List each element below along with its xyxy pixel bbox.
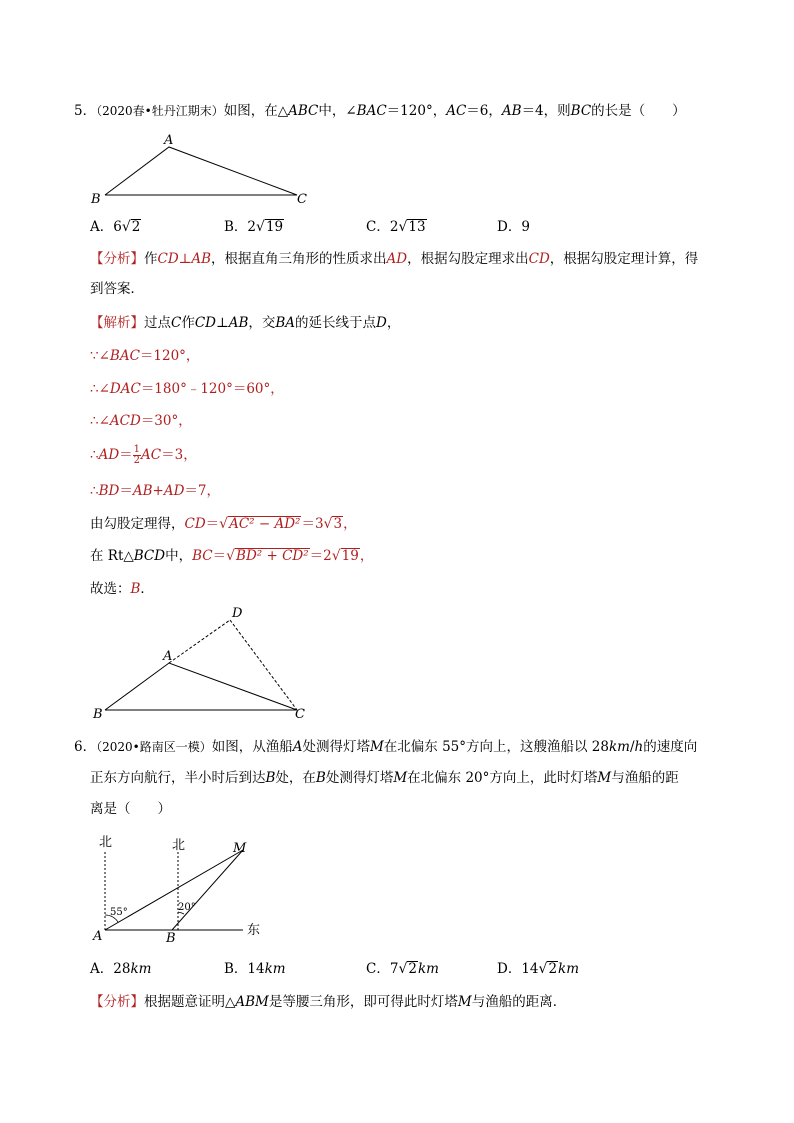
q5-solution-line6: ∴BD＝AB+AD＝7，	[90, 483, 220, 499]
fig3-label-b: B	[166, 931, 176, 946]
q6-stem-line1: 6．（2020•路南区一模）如图，从渔船A处测得灯塔M在北偏东 55°方向上，这艘渔船以 28km/h的速度向	[74, 739, 698, 755]
fig3-label-east: 东	[247, 923, 261, 938]
q5-stem: 5．（2020春•牡丹江期末）如图，在△ABC中，∠BAC＝120°，AC＝6，AB＝4，则BC的长是（ ）	[74, 103, 686, 119]
q6-analysis: 【分析】根据题意证明△ABM是等腰三角形，即可得此时灯塔M与渔船的距离．	[90, 994, 567, 1010]
q6-option-d: D．14√2km	[497, 961, 580, 977]
q5-figure-triangle-bcd	[85, 600, 325, 725]
fig3-label-north-a: 北	[99, 835, 113, 850]
q5-solution-line1: 【解析】过点C作CD⊥AB，交BA的延长线于点D，	[90, 315, 401, 331]
q6-stem-line3: 离是（ ）	[90, 801, 171, 817]
q6-option-c: C．7√2km	[366, 961, 439, 977]
q6-option-a: A．28km	[90, 961, 152, 977]
fig1-label-a: A	[164, 133, 174, 148]
fig3-label-north-b: 北	[172, 838, 186, 853]
q5-analysis-line2: 到答案．	[90, 281, 144, 297]
fig3-label-a: A	[93, 929, 103, 944]
fig1-label-b: B	[91, 192, 101, 207]
fig1-label-c: C	[297, 192, 307, 207]
fig3-angle-55: 55°	[110, 907, 128, 918]
fig3-angle-20: 20°	[178, 902, 196, 913]
q6-figure-lighthouse	[85, 828, 285, 950]
q5-solution-line8: 在 Rt△BCD中，BC＝√BD² + CD²＝2√19，	[90, 548, 374, 564]
q5-option-a: A．6√2	[90, 219, 141, 235]
q5-solution-line9: 故选：B．	[90, 581, 154, 597]
q5-solution-line2: ∵∠BAC＝120°，	[90, 348, 200, 364]
q5-solution-line4: ∴∠ACD＝30°，	[90, 413, 192, 429]
fig2-label-c: C	[295, 707, 305, 722]
fig2-label-b: B	[93, 707, 103, 722]
fraction-one-half: $\frac{1}{2}$	[133, 444, 141, 466]
q5-option-c: C．2√13	[366, 219, 426, 235]
q5-solution-line3: ∴∠DAC＝180°﹣120°＝60°，	[90, 381, 284, 397]
fig2-label-d: D	[232, 606, 243, 621]
q6-stem-line2: 正东方向航行，半小时后到达B处，在B处测得灯塔M在北偏东 20°方向上，此时灯塔M与渔船的距	[90, 770, 679, 786]
q5-solution-line5: ∴AD＝ $\frac{1}{2}$ AC＝3，	[90, 444, 197, 466]
q5-solution-line7: 由勾股定理得，CD＝√AC² − AD²＝3√3，	[90, 516, 357, 532]
q6-option-b: B．14km	[224, 961, 286, 977]
q5-option-d: D．9	[497, 219, 530, 235]
q5-option-b: B．2√19	[224, 219, 284, 235]
q5-analysis-line1: 【分析】作CD⊥AB，根据直角三角形的性质求出AD，根据勾股定理求出CD，根据勾股定理计算，得	[90, 251, 699, 267]
fig2-label-a: A	[163, 649, 173, 664]
fig3-label-m: M	[233, 841, 247, 856]
q5-figure-triangle-abc	[85, 130, 325, 210]
